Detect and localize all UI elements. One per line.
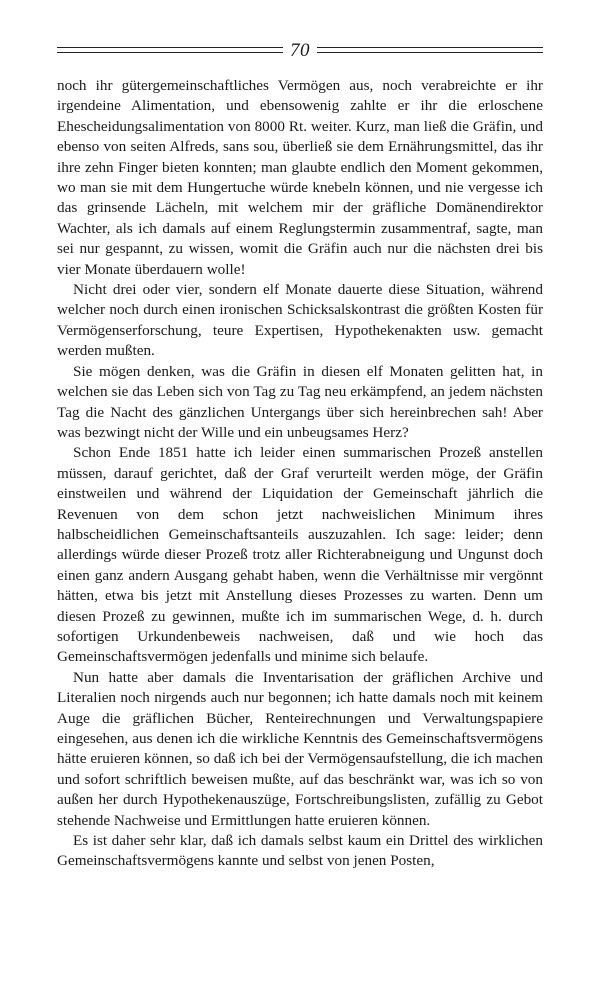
paragraph-3: Sie mögen denken, was die Gräfin in diesen elf Monaten gelitten hat, in welchen sie das Leben sich von Tag zu Tag neu erkämpfend, an jedem nächsten Tag die Nacht des gänzlichen Untergangs über sich hereinbrechen sah! Aber was bezwingt nicht der Wille und ein unbeugsames Herz?: [57, 362, 543, 441]
paragraph-1: noch ihr gütergemeinschaftliches Vermögen aus, noch verabreichte er ihr irgendeine Alimentation, und ebensowenig zahlte er ihr die erloschene Ehescheidungsalimentation von 8000 Rt. weiter. Kurz, man ließ die Gräfin, und ebenso von seiten Alfreds, sans sou, überließ sie dem Ernährungsmittel, das ihr ihre zehn Finger bieten konnten; man glaubte endlich den Moment gekommen, wo man sie mit dem Hungertuche würde knebeln können, und nie vergesse ich das grinsende Lächeln, mit welchem mir der gräfliche Domänendirektor Wachter, als ich damals auf einem Reglungstermin zusammentraf, sagte, man sei nur gespannt, zu wissen, womit die Gräfin auch nur die nächsten drei bis vier Monate überdauern wolle!: [57, 77, 543, 278]
paragraph-6: Es ist daher sehr klar, daß ich damals selbst kaum ein Drittel des wirklichen Gemeinschaftsvermögens kannte und selbst von jenen Posten,: [57, 832, 543, 870]
body-text: [57, 76, 543, 872]
page-header: [57, 38, 543, 62]
paragraph-5: Nun hatte aber damals die Inventarisation der gräflichen Archive und Literalien noch nirgends auch nur begonnen; ich hatte damals noch mit keinem Auge die gräflichen Bücher, Renteirechnungen und Verwaltungspapiere eingesehen, aus denen ich die wirkliche Kenntnis des Gemeinschaftsvermögens hätte eruieren können, so daß ich bei der Vermögensaufstellung, die ich machen und sofort schriftlich beweisen mußte, auf das beschränkt war, was ich so von außen her durch Hypothekenauszüge, Fortschreibungslisten, zufällig zu Gebot stehende Nachweise und Ermittlungen hatte eruieren können.: [57, 668, 543, 829]
page-number: 70: [290, 39, 310, 61]
header-rule-left: [57, 47, 283, 53]
paragraph-2: Nicht drei oder vier, sondern elf Monate dauerte diese Situation, während welcher noch durch einen ironischen Schicksalskontrast die größten Kosten für Vermögenserforschung, teure Expertisen, Hypothekenakten usw. gemacht werden mußten.: [57, 281, 543, 360]
paragraph-4: Schon Ende 1851 hatte ich leider einen summarischen Prozeß anstellen müssen, darauf gerichtet, daß der Graf verurteilt werden möge, der Gräfin einstweilen und während der Liquidation der Gemeinschaft jährlich die Revenuen von dem schon jetzt nachweislichen Minimum ihres halbscheidlichen Gemeinschaftsanteils auszuzahlen. Ich sage: leider; denn allerdings würde dieser Prozeß trotz aller Richterabneigung und Ungunst doch einen ganz andern Ausgang gehabt haben, wenn die Verhältnisse mir vergönnt hätten, etwa bis jetzt mit Anstellung dieses Prozesses zu warten. Denn um diesen Prozeß zu gewinnen, mußte ich im summarischen Wege, d. h. durch sofortigen Urkundenbeweis nachweisen, daß und wie hoch das Gemeinschaftsvermögen jedenfalls und minime sich belaufe.: [57, 444, 543, 666]
header-rule-right: [317, 47, 543, 53]
